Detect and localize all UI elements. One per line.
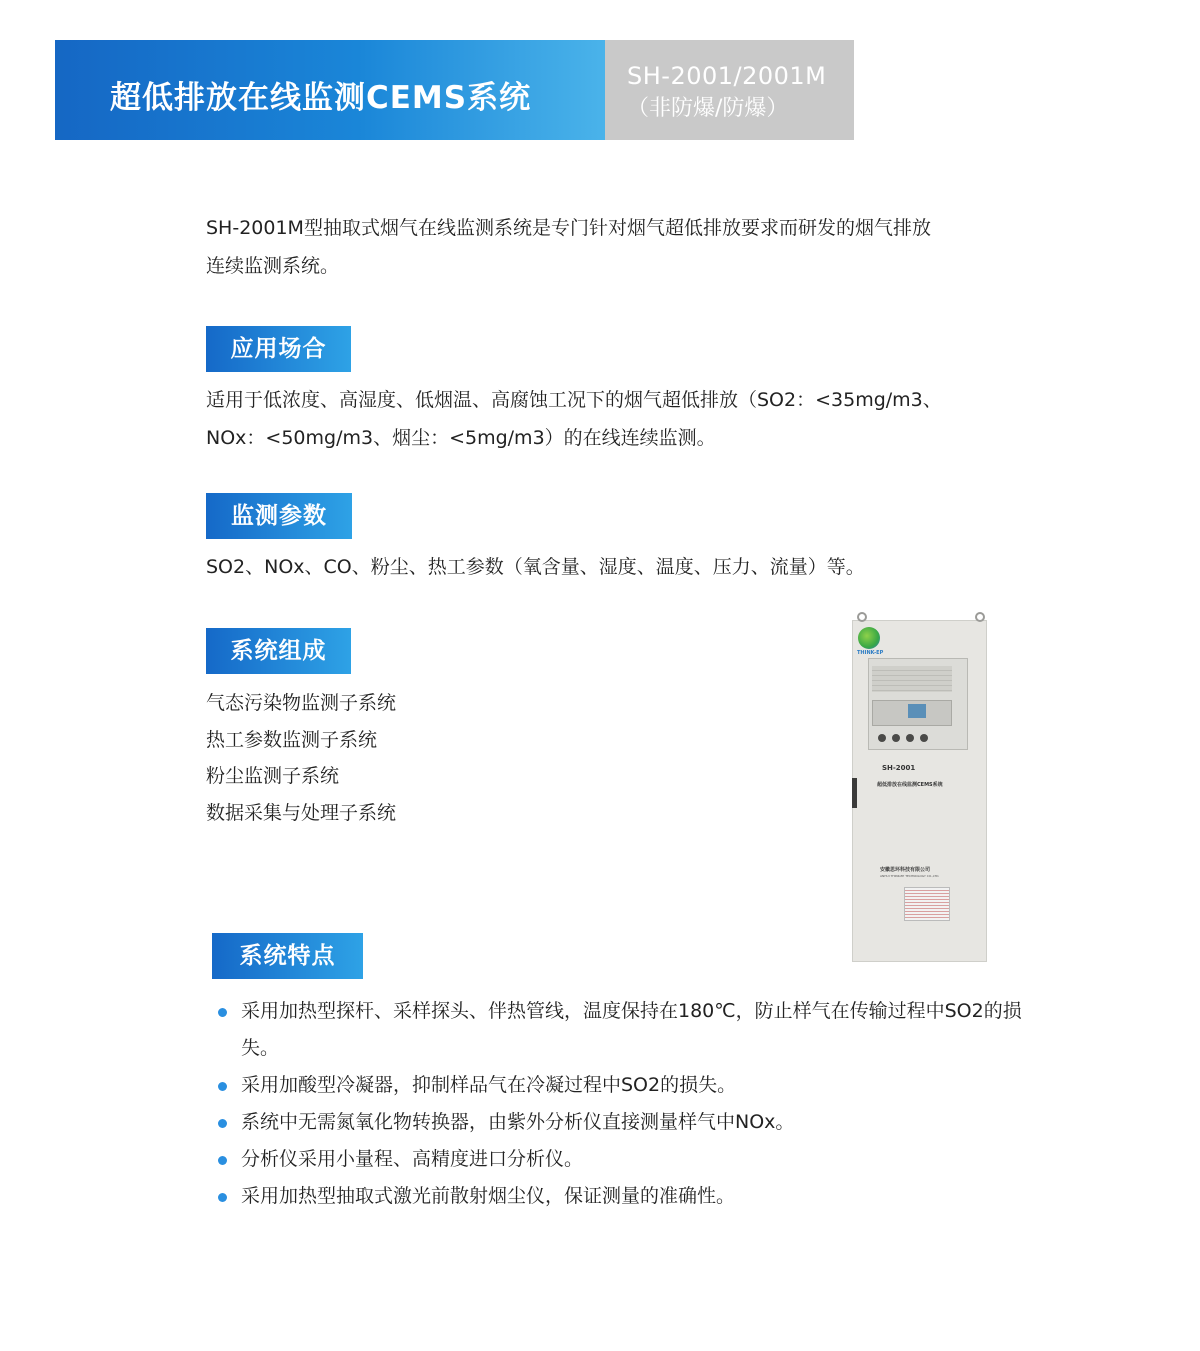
knob-icon: [892, 734, 900, 742]
page-title: 超低排放在线监测CEMS系统: [110, 80, 532, 116]
model-banner: [605, 40, 854, 140]
ventilation-grille: [904, 887, 950, 921]
features-list: [215, 993, 1035, 1215]
parameters-text: SO2、NOx、CO、粉尘、热工参数（氧含量、湿度、温度、压力、流量）等。: [206, 556, 865, 578]
bullet-icon: [218, 1082, 227, 1091]
knob-icon: [920, 734, 928, 742]
list-item: 热工参数监测子系统: [206, 728, 378, 751]
parameters-heading: 监测参数: [206, 493, 352, 539]
composition-heading: 系统组成: [206, 628, 351, 674]
application-line-1: 适用于低浓度、高湿度、低烟温、高腐蚀工况下的烟气超低排放（SO2：<35mg/m3、: [206, 389, 942, 411]
feature-text: 采用加热型探杆、采样探头、伴热管线，温度保持在180℃，防止样气在传输过程中SO2的损失。: [241, 1000, 1022, 1059]
intro-line-2: 连续监测系统。: [206, 255, 340, 277]
feature-text: 系统中无需氮氧化物转换器，由紫外分析仪直接测量样气中NOx。: [241, 1111, 795, 1133]
application-heading: 应用场合: [206, 326, 351, 372]
list-item: 数据采集与处理子系统: [206, 801, 397, 824]
feature-text: 采用加热型抽取式激光前散射烟尘仪，保证测量的准确性。: [241, 1185, 736, 1207]
cabinet-company-en-label: ANHUI THINK-EP TECHNOLOGY CO.,LTD.: [880, 874, 940, 878]
bullet-icon: [218, 1008, 227, 1017]
list-item: [215, 1178, 1035, 1215]
intro-line-1: SH-2001M型抽取式烟气在线监测系统是专门针对烟气超低排放要求而研发的烟气排放: [206, 217, 931, 239]
intro-paragraph: [206, 209, 1026, 285]
composition-list: [206, 685, 396, 831]
features-heading: 系统特点: [212, 933, 363, 979]
model-number: SH-2001/2001M: [627, 62, 827, 90]
bullet-icon: [218, 1119, 227, 1128]
analyzer-screen: [908, 704, 926, 718]
list-item: [215, 1067, 1035, 1104]
knob-icon: [906, 734, 914, 742]
company-logo-icon: [858, 627, 880, 649]
list-item: [215, 993, 1035, 1067]
list-item: 气态污染物监测子系统: [206, 692, 397, 714]
list-item: 粉尘监测子系统: [206, 765, 340, 787]
control-knobs: [876, 734, 946, 744]
door-handle: [852, 778, 857, 808]
logo-text: THINK-EP: [857, 650, 884, 656]
lifting-hook: [857, 612, 867, 622]
model-variant: （非防爆/防爆）: [627, 96, 789, 121]
list-item: [215, 1141, 1035, 1178]
feature-text: 分析仪采用小量程、高精度进口分析仪。: [241, 1148, 584, 1170]
bullet-icon: [218, 1193, 227, 1202]
bullet-icon: [218, 1156, 227, 1165]
cabinet-company-label: 安徽思环科技有限公司: [880, 867, 931, 873]
cabinet-name-label: 超低排放在线监测CEMS系统: [877, 782, 943, 788]
lifting-hook: [975, 612, 985, 622]
application-paragraph: [206, 381, 1026, 457]
application-line-2: NOx：<50mg/m3、烟尘：<5mg/m3）的在线连续监测。: [206, 427, 716, 449]
cabinet-model-label: SH-2001: [882, 764, 916, 772]
feature-text: 采用加酸型冷凝器，抑制样品气在冷凝过程中SO2的损失。: [241, 1074, 737, 1096]
knob-icon: [878, 734, 886, 742]
list-item: [215, 1104, 1035, 1141]
equipment-rack: [872, 666, 952, 692]
